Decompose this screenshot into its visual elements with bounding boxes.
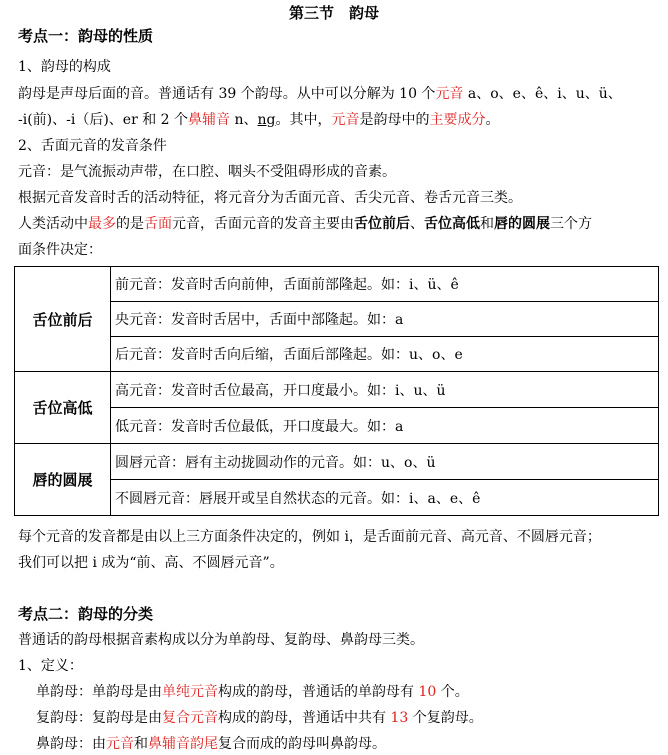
definition-nasal-final [36,734,386,754]
sub-heading-conditions: 2、舌面元音的发音条件 [18,138,167,154]
highlight-compound-vowel: 复合元音 [162,710,218,726]
table-cell: 圆唇元音：唇有主动拢圆动作的元音。如：u、o、ü [111,444,659,480]
text-run: 。其中， [275,112,332,128]
highlight-count: 13 [390,710,409,726]
text-run: 、 [410,216,424,232]
paragraph-vowel-types: 根据元音发音时舌的活动特征，将元音分为舌面元音、舌尖元音、卷舌元音三类。 [18,190,522,206]
text-run: 和 [480,216,494,232]
table-row [15,267,659,302]
text-run: 的是 [116,216,144,232]
table-row [15,480,659,516]
underlined-ng: ng [257,112,276,128]
text-run: 个复韵母。 [408,710,483,726]
bold-term: 唇的圆展 [494,216,550,232]
paragraph-conditions [18,214,592,234]
text-run: 复韵母：复韵母是由 [36,710,162,726]
highlight-nasal: 鼻辅音 [188,112,231,128]
table-cell: 低元音：发音时舌位最低，开口度最大。如：a [111,408,659,444]
text-run: 是韵母中的 [359,112,430,128]
category-cell: 唇的圆展 [15,444,111,516]
text-run: 构成的韵母，普通话的单韵母有 [218,684,419,700]
table-cell: 高元音：发音时舌位最高，开口度最小。如：i、u、ü [111,372,659,408]
definition-simple-final [36,682,469,702]
text-run: 三个方 [550,216,592,232]
page-title: 第三节 韵母 [288,4,379,22]
text-run: 单韵母：单韵母是由 [36,684,162,700]
highlight-vowel: 元音 [435,86,464,102]
highlight-main-component: 主要成分 [429,112,486,128]
text-run: -i(前)、-i（后)、er 和 2 个 [18,112,189,128]
text-run: 和 [134,736,148,752]
definition-compound-final [36,708,483,728]
highlight-vowel: 元音 [331,112,360,128]
table-row [15,408,659,444]
paragraph-example-1: 每个元音的发音都是由以上三方面条件决定的，例如 i，是舌面前元音、高元音、不圆唇元音； [18,529,601,545]
category-cell: 舌位高低 [15,372,111,444]
text-run: 人类活动中 [18,216,88,232]
section2-heading: 考点二：韵母的分类 [18,605,154,623]
table-row [15,444,659,480]
text-run: a、o、e、ê、i、u、ü、 [463,86,622,102]
paragraph-composition-1 [18,84,622,104]
highlight-tongue-surface: 舌面 [144,216,172,232]
text-run: 复合而成的韵母叫鼻韵母。 [218,736,386,752]
table-cell: 不圆唇元音：唇展开或呈自然状态的元音。如：i、a、e、ê [111,480,659,516]
paragraph-example-2: 我们可以把 i 成为“前、高、不圆唇元音”。 [18,555,284,571]
table-row [15,302,659,337]
highlight-nasal-ending: 鼻辅音韵尾 [148,736,218,752]
paragraph-conditions-cont: 面条件决定： [18,242,102,258]
text-run: 鼻韵母：由 [36,736,106,752]
text-run: 构成的韵母，普通话中共有 [218,710,391,726]
text-run: 元音，舌面元音的发音主要由 [172,216,354,232]
text-run: n、 [230,112,258,128]
text-run: 个。 [436,684,469,700]
table-row [15,337,659,372]
highlight-most: 最多 [88,216,116,232]
table-cell: 央元音：发音时舌居中，舌面中部隆起。如：a [111,302,659,337]
text-run: 韵母是声母后面的音。普通话有 39 个韵母。从中可以分解为 10 个 [18,86,436,102]
text-run: 。 [485,112,500,128]
highlight-vowel: 元音 [106,736,134,752]
sub-heading-composition: 1、韵母的构成 [18,59,111,75]
section1-heading: 考点一：韵母的性质 [18,27,154,45]
category-cell: 舌位前后 [15,267,111,372]
sub-heading-definition: 1、定义： [18,658,83,674]
paragraph-classification: 普通话的韵母根据音素构成以分为单韵母、复韵母、鼻韵母三类。 [18,632,424,648]
table-cell: 前元音：发音时舌向前伸，舌面前部隆起。如：i、ü、ê [111,267,659,302]
paragraph-vowel-def: 元音：是气流振动声带，在口腔、咽头不受阻碍形成的音素。 [18,164,396,180]
vowel-conditions-table [14,266,659,516]
bold-term: 舌位高低 [424,216,480,232]
table-row [15,372,659,408]
highlight-count: 10 [418,684,437,700]
table-cell: 后元音：发音时舌向后缩，舌面后部隆起。如：u、o、e [111,337,659,372]
paragraph-composition-2 [18,110,500,130]
highlight-simple-vowel: 单纯元音 [162,684,218,700]
bold-term: 舌位前后 [354,216,410,232]
